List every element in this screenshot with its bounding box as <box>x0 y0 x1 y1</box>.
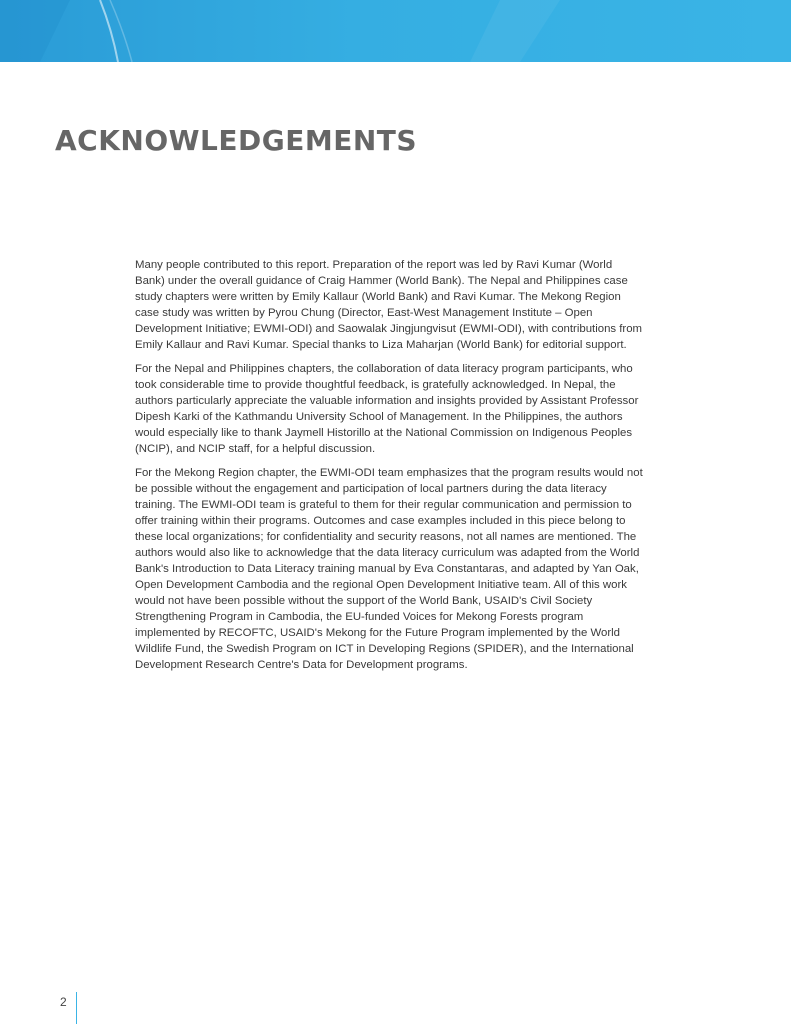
header-decoration <box>0 0 791 62</box>
paragraph: For the Nepal and Philippines chapters, the collaboration of data literacy program participants, who took considerable time to provide thoughtful feedback, is gratefully acknowledged. In Nepal, the authors particularly appreciate the valuable information and insights provided by Assistant Professor Dipesh Karki of the Kathmandu University School of Management. In the Philippines, the authors would especially like to thank Jaymell Historillo at the National Commission on Indigenous Peoples (NCIP), and NCIP staff, for a helpful discussion. <box>135 363 639 455</box>
page-number-divider <box>76 992 77 1024</box>
page-number: 2 <box>60 995 67 1009</box>
page-title: ACKNOWLEDGEMENTS <box>55 124 418 157</box>
acknowledgements-body <box>135 257 643 681</box>
paragraph: For the Mekong Region chapter, the EWMI-ODI team emphasizes that the program results would not be possible without the engagement and participation of local partners during the data literacy training. The EWMI-ODI team is grateful to them for their regular communication and permission to offer training within their programs. Outcomes and case examples included in this piece belong to these local organizations; for confidentiality and security reasons, not all names are mentioned. The authors would also like to acknowledge that the data literacy curriculum was adapted from the World Bank's Introduction to Data Literacy training manual by Eva Constantaras, and adapted by Yan Oak, Open Development Cambodia and the regional Open Development Initiative team. All of this work would not have been possible without the support of the World Bank, USAID's Civil Society Strengthening Program in Cambodia, the EU-funded Voices for Mekong Forests program implemented by RECOFTC, USAID's Mekong for the Future Program implemented by the World Wildlife Fund, the Swedish Program on ICT in Developing Regions (SPIDER), and the International Development Research Centre's Data for Development programs. <box>135 467 643 671</box>
paragraph: Many people contributed to this report. Preparation of the report was led by Ravi Kumar (World Bank) under the overall guidance of Craig Hammer (World Bank). The Nepal and Philippines case study chapters were written by Emily Kallaur (World Bank) and Ravi Kumar. The Mekong Region case study was written by Pyrou Chung (Director, East-West Management Institute – Open Development Initiative; EWMI-ODI) and Saowalak Jingjungvisut (EWMI-ODI), with contributions from Emily Kallaur and Ravi Kumar. Special thanks to Liza Maharjan (World Bank) for editorial support. <box>135 259 643 351</box>
header-banner <box>0 0 791 62</box>
